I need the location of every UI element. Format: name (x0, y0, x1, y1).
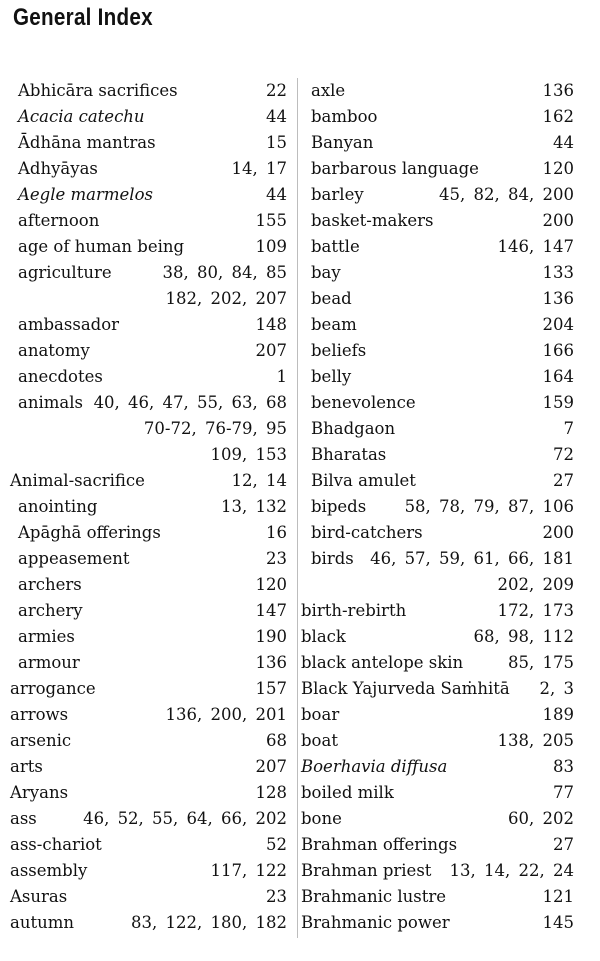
index-page-numbers: 148 (255, 315, 287, 334)
index-term: Aryans (10, 783, 69, 802)
index-entry (10, 910, 287, 936)
index-page-numbers: 162 (542, 107, 574, 126)
index-entry (301, 884, 574, 910)
index-term: Asuras (10, 887, 68, 906)
index-page-numbers: 14, 17 (231, 159, 287, 178)
index-term: anointing (18, 497, 98, 516)
index-page-numbers: 136, 200, 201 (165, 705, 287, 724)
index-entry (10, 780, 287, 806)
index-page-numbers: 23 (266, 549, 287, 568)
index-entry (301, 260, 574, 286)
index-page-numbers: 145 (542, 913, 574, 932)
index-entry (10, 676, 287, 702)
index-page-numbers: 202, 209 (497, 575, 574, 594)
index-entry (10, 806, 287, 832)
index-term: Brahman priest (301, 861, 432, 880)
index-entry (10, 598, 287, 624)
index-term: beam (311, 315, 357, 334)
index-entry (10, 858, 287, 884)
index-entry (10, 78, 287, 104)
index-term: bipeds (311, 497, 367, 516)
index-term: beliefs (311, 341, 367, 360)
index-page-numbers: 136 (255, 653, 287, 672)
index-term: Black Yajurveda Saṁhitā (301, 679, 510, 698)
index-term: boar (301, 705, 340, 724)
index-page-numbers: 207 (255, 757, 287, 776)
index-page-numbers: 121 (542, 887, 574, 906)
index-page-numbers: 136 (542, 81, 574, 100)
index-term: age of human being (18, 237, 185, 256)
index-entry (301, 832, 574, 858)
index-page-numbers: 16 (266, 523, 287, 542)
index-term: Abhicāra sacrifices (18, 81, 178, 100)
index-entry (301, 806, 574, 832)
index-term: Animal-sacrifice (10, 471, 145, 490)
index-term: Brahmanic lustre (301, 887, 447, 906)
index-page-numbers: 120 (542, 159, 574, 178)
index-term: arsenic (10, 731, 72, 750)
index-term: black antelope skin (301, 653, 464, 672)
index-entry (301, 130, 574, 156)
index-entry (10, 572, 287, 598)
index-page-numbers: 83 (553, 757, 574, 776)
index-entry (10, 624, 287, 650)
index-term: Brahmanic power (301, 913, 450, 932)
index-page-numbers: 117, 122 (210, 861, 287, 880)
index-page-numbers: 157 (255, 679, 287, 698)
index-page-numbers: 70-72, 76-79, 95 (143, 419, 287, 438)
index-term: anecdotes (18, 367, 103, 386)
index-entry (301, 312, 574, 338)
index-entry (10, 390, 287, 416)
index-entry (301, 546, 574, 572)
index-page-numbers: 138, 205 (497, 731, 574, 750)
index-page-numbers: 22 (266, 81, 287, 100)
index-term: ambassador (18, 315, 120, 334)
index-term: Bhadgaon (311, 419, 396, 438)
index-entry (301, 520, 574, 546)
index-page-numbers: 1 (276, 367, 287, 386)
index-term: arrogance (10, 679, 96, 698)
index-page-numbers: 83, 122, 180, 182 (131, 913, 287, 932)
index-page-numbers: 182, 202, 207 (165, 289, 287, 308)
index-term: Aegle marmelos (18, 185, 153, 204)
index-entry (301, 364, 574, 390)
index-term: bamboo (311, 107, 378, 126)
index-term: armour (18, 653, 80, 672)
index-term: armies (18, 627, 75, 646)
index-entry (10, 884, 287, 910)
index-entry (10, 832, 287, 858)
index-term: bone (301, 809, 342, 828)
index-entry (301, 728, 574, 754)
index-page-numbers: 120 (255, 575, 287, 594)
index-page-numbers: 146, 147 (497, 237, 574, 256)
index-entry (301, 390, 574, 416)
index-term: Adhyāyas (18, 159, 98, 178)
index-term: archers (18, 575, 82, 594)
index-entry (301, 234, 574, 260)
index-entry (10, 650, 287, 676)
index-entry (301, 104, 574, 130)
index-term: battle (311, 237, 360, 256)
index-page-numbers: 147 (255, 601, 287, 620)
index-entry (301, 572, 574, 598)
index-page-numbers: 207 (255, 341, 287, 360)
index-page-numbers: 2, 3 (539, 679, 574, 698)
index-entry (301, 416, 574, 442)
index-entry (10, 260, 287, 286)
index-page-numbers: 72 (553, 445, 574, 464)
index-entry (301, 442, 574, 468)
index-page-numbers: 189 (542, 705, 574, 724)
index-page-numbers: 159 (542, 393, 574, 412)
index-entry (301, 182, 574, 208)
index-entry (10, 208, 287, 234)
index-page-numbers: 45, 82, 84, 200 (439, 185, 574, 204)
index-page-numbers: 44 (266, 107, 287, 126)
index-entry (301, 910, 574, 936)
index-page-numbers: 166 (542, 341, 574, 360)
index-entry (10, 312, 287, 338)
index-entry (301, 858, 574, 884)
index-entry (10, 286, 287, 312)
index-term: axle (311, 81, 346, 100)
index-page-numbers: 15 (266, 133, 287, 152)
index-page-numbers: 200 (542, 523, 574, 542)
index-page-numbers: 68 (266, 731, 287, 750)
index-term: bead (311, 289, 352, 308)
index-entry (301, 624, 574, 650)
index-term: arts (10, 757, 43, 776)
index-term: autumn (10, 913, 74, 932)
index-page-numbers: 200 (542, 211, 574, 230)
index-term: barbarous language (311, 159, 479, 178)
page-title: General Index (13, 4, 153, 31)
index-page-numbers: 13, 132 (221, 497, 287, 516)
index-page-numbers: 44 (266, 185, 287, 204)
index-entry (10, 182, 287, 208)
index-page-numbers: 38, 80, 84, 85 (162, 263, 287, 282)
index-entry (301, 156, 574, 182)
index-term: Brahman offerings (301, 835, 458, 854)
index-page-numbers: 52 (266, 835, 287, 854)
index-term: birth-rebirth (301, 601, 407, 620)
index-entry (301, 468, 574, 494)
index-page-numbers: 77 (553, 783, 574, 802)
index-entry (10, 754, 287, 780)
index-term: boat (301, 731, 338, 750)
index-page-numbers: 7 (563, 419, 574, 438)
index-page-numbers: 13, 14, 22, 24 (449, 861, 574, 880)
index-entry (10, 234, 287, 260)
index-entry (301, 286, 574, 312)
index-entry (301, 780, 574, 806)
index-page-numbers: 23 (266, 887, 287, 906)
index-page-numbers: 190 (255, 627, 287, 646)
index-entry (301, 650, 574, 676)
index-page-numbers: 155 (255, 211, 287, 230)
index-page-numbers: 68, 98, 112 (473, 627, 574, 646)
index-page-numbers: 109 (255, 237, 287, 256)
index-entry (10, 702, 287, 728)
index-entry (10, 416, 287, 442)
index-entry (301, 598, 574, 624)
index-column-right (301, 78, 574, 936)
index-entry (301, 338, 574, 364)
index-term: Ādhāna mantras (18, 133, 156, 152)
index-entry (301, 208, 574, 234)
index-term: arrows (10, 705, 69, 724)
index-entry (10, 520, 287, 546)
index-term: belly (311, 367, 352, 386)
column-divider (297, 78, 298, 938)
index-entry (301, 78, 574, 104)
index-entry (10, 728, 287, 754)
index-entry (10, 104, 287, 130)
index-term: birds (311, 549, 354, 568)
index-page-numbers: 85, 175 (508, 653, 574, 672)
index-entry (10, 494, 287, 520)
index-entry (10, 468, 287, 494)
index-term: Apāghā offerings (18, 523, 161, 542)
index-term: Acacia catechu (18, 107, 145, 126)
index-term: bird-catchers (311, 523, 423, 542)
index-term: bay (311, 263, 341, 282)
index-page-numbers: 27 (553, 471, 574, 490)
index-term: boiled milk (301, 783, 394, 802)
index-page-numbers: 46, 52, 55, 64, 66, 202 (83, 809, 287, 828)
index-page-numbers: 133 (542, 263, 574, 282)
index-page-numbers: 172, 173 (497, 601, 574, 620)
index-term: ass-chariot (10, 835, 102, 854)
index-page-numbers: 58, 78, 79, 87, 106 (404, 497, 574, 516)
index-entry (10, 442, 287, 468)
index-term: appeasement (18, 549, 130, 568)
index-page-numbers: 40, 46, 47, 55, 63, 68 (93, 393, 287, 412)
index-term: basket-makers (311, 211, 434, 230)
index-term: black (301, 627, 346, 646)
index-page-numbers: 12, 14 (231, 471, 287, 490)
index-entry (301, 702, 574, 728)
index-term: barley (311, 185, 364, 204)
index-column-left (10, 78, 287, 936)
index-page-numbers: 204 (542, 315, 574, 334)
index-term: assembly (10, 861, 88, 880)
index-entry (301, 754, 574, 780)
index-term: Bharatas (311, 445, 387, 464)
index-page-numbers: 60, 202 (508, 809, 574, 828)
index-entry (301, 676, 574, 702)
index-page-numbers: 44 (553, 133, 574, 152)
index-page-numbers: 109, 153 (210, 445, 287, 464)
index-entry (10, 130, 287, 156)
index-page-numbers: 136 (542, 289, 574, 308)
index-entry (10, 338, 287, 364)
index-page-numbers: 128 (255, 783, 287, 802)
index-term: archery (18, 601, 83, 620)
index-term: ass (10, 809, 37, 828)
index-term: Bilva amulet (311, 471, 416, 490)
index-entry (301, 494, 574, 520)
index-page-numbers: 164 (542, 367, 574, 386)
index-term: agriculture (18, 263, 112, 282)
index-entry (10, 546, 287, 572)
index-term: Boerhavia diffusa (301, 757, 448, 776)
index-term: afternoon (18, 211, 100, 230)
index-entry (10, 156, 287, 182)
index-term: Banyan (311, 133, 374, 152)
index-term: animals (18, 393, 83, 412)
index-term: benevolence (311, 393, 416, 412)
index-entry (10, 364, 287, 390)
index-page-numbers: 46, 57, 59, 61, 66, 181 (370, 549, 574, 568)
index-term: anatomy (18, 341, 90, 360)
index-page-numbers: 27 (553, 835, 574, 854)
